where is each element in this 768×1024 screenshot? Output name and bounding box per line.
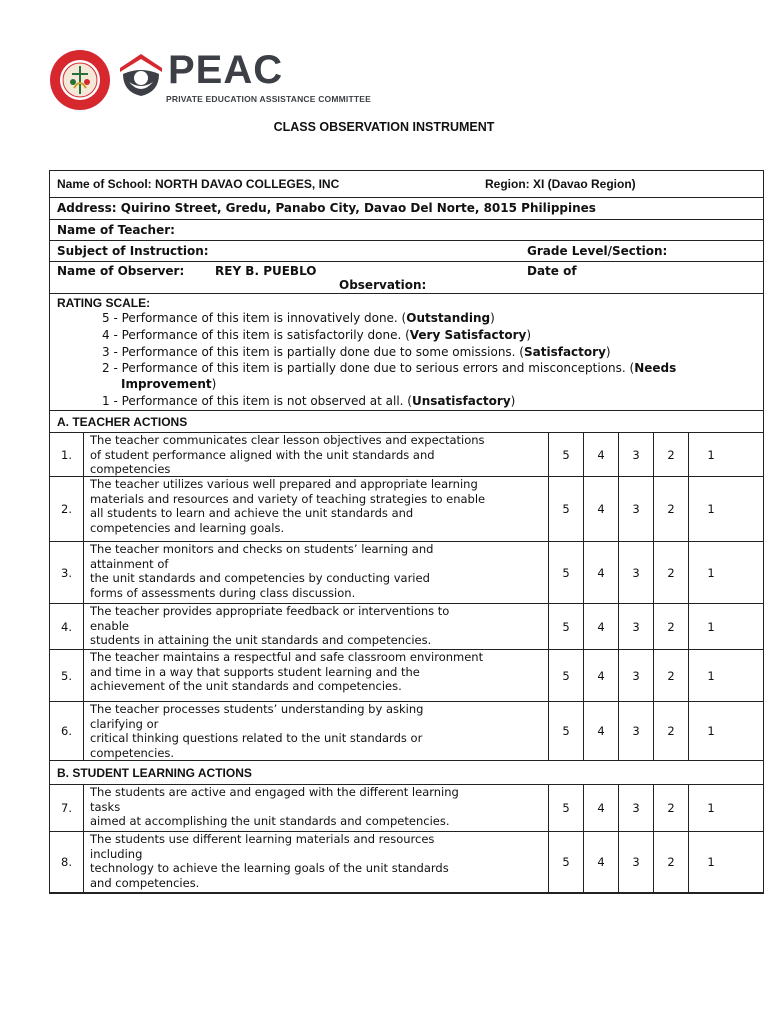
- rating-scale-item: 2 - Performance of this item is partially done due to serious errors and misconceptions. (Needs: [102, 361, 677, 375]
- section-header-student-actions: B. STUDENT LEARNING ACTIONS: [50, 761, 763, 785]
- rating-scale-item: 3 - Performance of this item is partially done due to some omissions. (Satisfactory): [102, 345, 611, 359]
- grade-level-label: Grade Level/Section:: [527, 244, 668, 258]
- peac-brand-subtitle: PRIVATE EDUCATION ASSISTANCE COMMITTEE: [166, 94, 371, 104]
- score-cell-4[interactable]: 4: [584, 433, 619, 476]
- rating-scale-block: [50, 294, 763, 411]
- score-cell-5[interactable]: 5: [549, 477, 584, 541]
- date-label: Date of: [527, 264, 577, 278]
- score-cell-5[interactable]: 5: [549, 433, 584, 476]
- score-cell-5[interactable]: 5: [549, 650, 584, 701]
- score-cell-3[interactable]: 3: [619, 604, 654, 649]
- observer-row: [50, 262, 763, 294]
- item-description: The teacher communicates clear lesson objectives and expectations of student performance aligned with the unit standards and competencies: [84, 433, 549, 476]
- score-cell-2[interactable]: 2: [654, 702, 689, 760]
- item-description: The teacher utilizes various well prepared and appropriate learning materials and resources and variety of teaching strategies to enable all students to learn and achieve the unit standards and competencies and learning goals.: [84, 477, 549, 541]
- peac-brand-name: PEAC: [168, 48, 284, 92]
- subject-label: Subject of Instruction:: [57, 244, 209, 258]
- score-cell-1[interactable]: 1: [707, 855, 715, 869]
- score-cell-4[interactable]: 4: [584, 650, 619, 701]
- score-cell-5[interactable]: 5: [549, 832, 584, 892]
- score-cell-1[interactable]: 1: [707, 447, 715, 462]
- score-cell-3[interactable]: 3: [619, 433, 654, 476]
- score-cell-5[interactable]: 5: [549, 785, 584, 831]
- table-row: [50, 702, 763, 761]
- item-number: 3.: [50, 542, 84, 603]
- peac-logo-icon: [118, 52, 164, 98]
- item-description: The teacher processes students’ understanding by asking clarifying or critical thinking questions related to the unit standards or competencies.: [84, 702, 549, 760]
- rating-scale-item: 4 - Performance of this item is satisfactorily done. (Very Satisfactory): [102, 328, 532, 342]
- score-cell-4[interactable]: 4: [584, 702, 619, 760]
- region-label: Region: XI (Davao Region): [485, 177, 636, 191]
- score-cell-3[interactable]: 3: [619, 832, 654, 892]
- score-cell-4[interactable]: 4: [584, 785, 619, 831]
- score-cell-2[interactable]: 2: [654, 650, 689, 701]
- score-cell-1[interactable]: 1: [707, 801, 715, 815]
- score-cell-3[interactable]: 3: [619, 702, 654, 760]
- score-cell-5[interactable]: 5: [549, 542, 584, 603]
- observer-label: Name of Observer:: [57, 264, 185, 278]
- observation-label: Observation:: [339, 278, 427, 292]
- rating-scale-item-continued: Improvement): [121, 377, 217, 391]
- teacher-label: Name of Teacher:: [57, 223, 175, 237]
- score-cell-2[interactable]: 2: [654, 477, 689, 541]
- table-row: [50, 785, 763, 832]
- score-cell-4[interactable]: 4: [584, 542, 619, 603]
- score-cell-2[interactable]: 2: [654, 832, 689, 892]
- score-cell-3[interactable]: 3: [619, 650, 654, 701]
- rating-scale-heading: RATING SCALE:: [57, 296, 151, 310]
- item-number: 2.: [50, 477, 84, 541]
- score-cell-1[interactable]: 1: [707, 668, 715, 683]
- item-description: The teacher maintains a respectful and safe classroom environment and time in a way that supports student learning and the achievement of the unit standards and competencies.: [84, 650, 549, 701]
- score-cell-4[interactable]: 4: [584, 477, 619, 541]
- score-cell-3[interactable]: 3: [619, 542, 654, 603]
- score-cell-3[interactable]: 3: [619, 477, 654, 541]
- teacher-row: [50, 220, 763, 241]
- score-cell-1[interactable]: 1: [707, 619, 715, 634]
- table-row: [50, 542, 763, 604]
- item-description: The teacher provides appropriate feedback or interventions to enable students in attaining the unit standards and competencies.: [84, 604, 549, 649]
- subject-row: [50, 241, 763, 262]
- item-number: 6.: [50, 702, 84, 760]
- score-cell-1[interactable]: 1: [707, 502, 715, 516]
- item-number: 7.: [50, 785, 84, 831]
- page-title: CLASS OBSERVATION INSTRUMENT: [273, 120, 495, 134]
- item-number: 8.: [50, 832, 84, 892]
- table-row: [50, 604, 763, 650]
- rating-scale-item: 5 - Performance of this item is innovatively done. (Outstanding): [102, 311, 495, 325]
- school-seal-icon: [48, 48, 112, 112]
- address-label: Address: Quirino Street, Gredu, Panabo City, Davao Del Norte, 8015 Philippines: [57, 201, 596, 215]
- score-cell-2[interactable]: 2: [654, 542, 689, 603]
- item-number: 5.: [50, 650, 84, 701]
- score-cell-4[interactable]: 4: [584, 604, 619, 649]
- score-cell-3[interactable]: 3: [619, 785, 654, 831]
- rating-scale-item: 1 - Performance of this item is not observed at all. (Unsatisfactory): [102, 394, 516, 408]
- table-row: [50, 477, 763, 542]
- school-row: [50, 171, 763, 198]
- table-row: [50, 650, 763, 702]
- score-cell-5[interactable]: 5: [549, 702, 584, 760]
- school-label: Name of School: NORTH DAVAO COLLEGES, INC: [57, 177, 340, 191]
- item-number: 1.: [50, 433, 84, 476]
- address-row: [50, 198, 763, 220]
- table-row: [50, 433, 763, 477]
- score-cell-2[interactable]: 2: [654, 604, 689, 649]
- observation-form: [49, 170, 764, 894]
- score-cell-1[interactable]: 1: [707, 724, 715, 738]
- item-description: The students use different learning materials and resources including technology to achieve the learning goals of the unit standards and competencies.: [84, 832, 549, 892]
- item-number: 4.: [50, 604, 84, 649]
- score-cell-1[interactable]: 1: [707, 565, 715, 580]
- observer-name: REY B. PUEBLO: [215, 264, 317, 278]
- score-cell-5[interactable]: 5: [549, 604, 584, 649]
- score-cell-2[interactable]: 2: [654, 785, 689, 831]
- section-header-teacher-actions: A. TEACHER ACTIONS: [50, 411, 763, 433]
- table-row: [50, 832, 763, 893]
- item-description: The teacher monitors and checks on students’ learning and attainment of the unit standards and competencies by conducting varied forms of assessments during class discussion.: [84, 542, 549, 603]
- score-cell-2[interactable]: 2: [654, 433, 689, 476]
- item-description: The students are active and engaged with the different learning tasks aimed at accomplishing the unit standards and competencies.: [84, 785, 549, 831]
- score-cell-4[interactable]: 4: [584, 832, 619, 892]
